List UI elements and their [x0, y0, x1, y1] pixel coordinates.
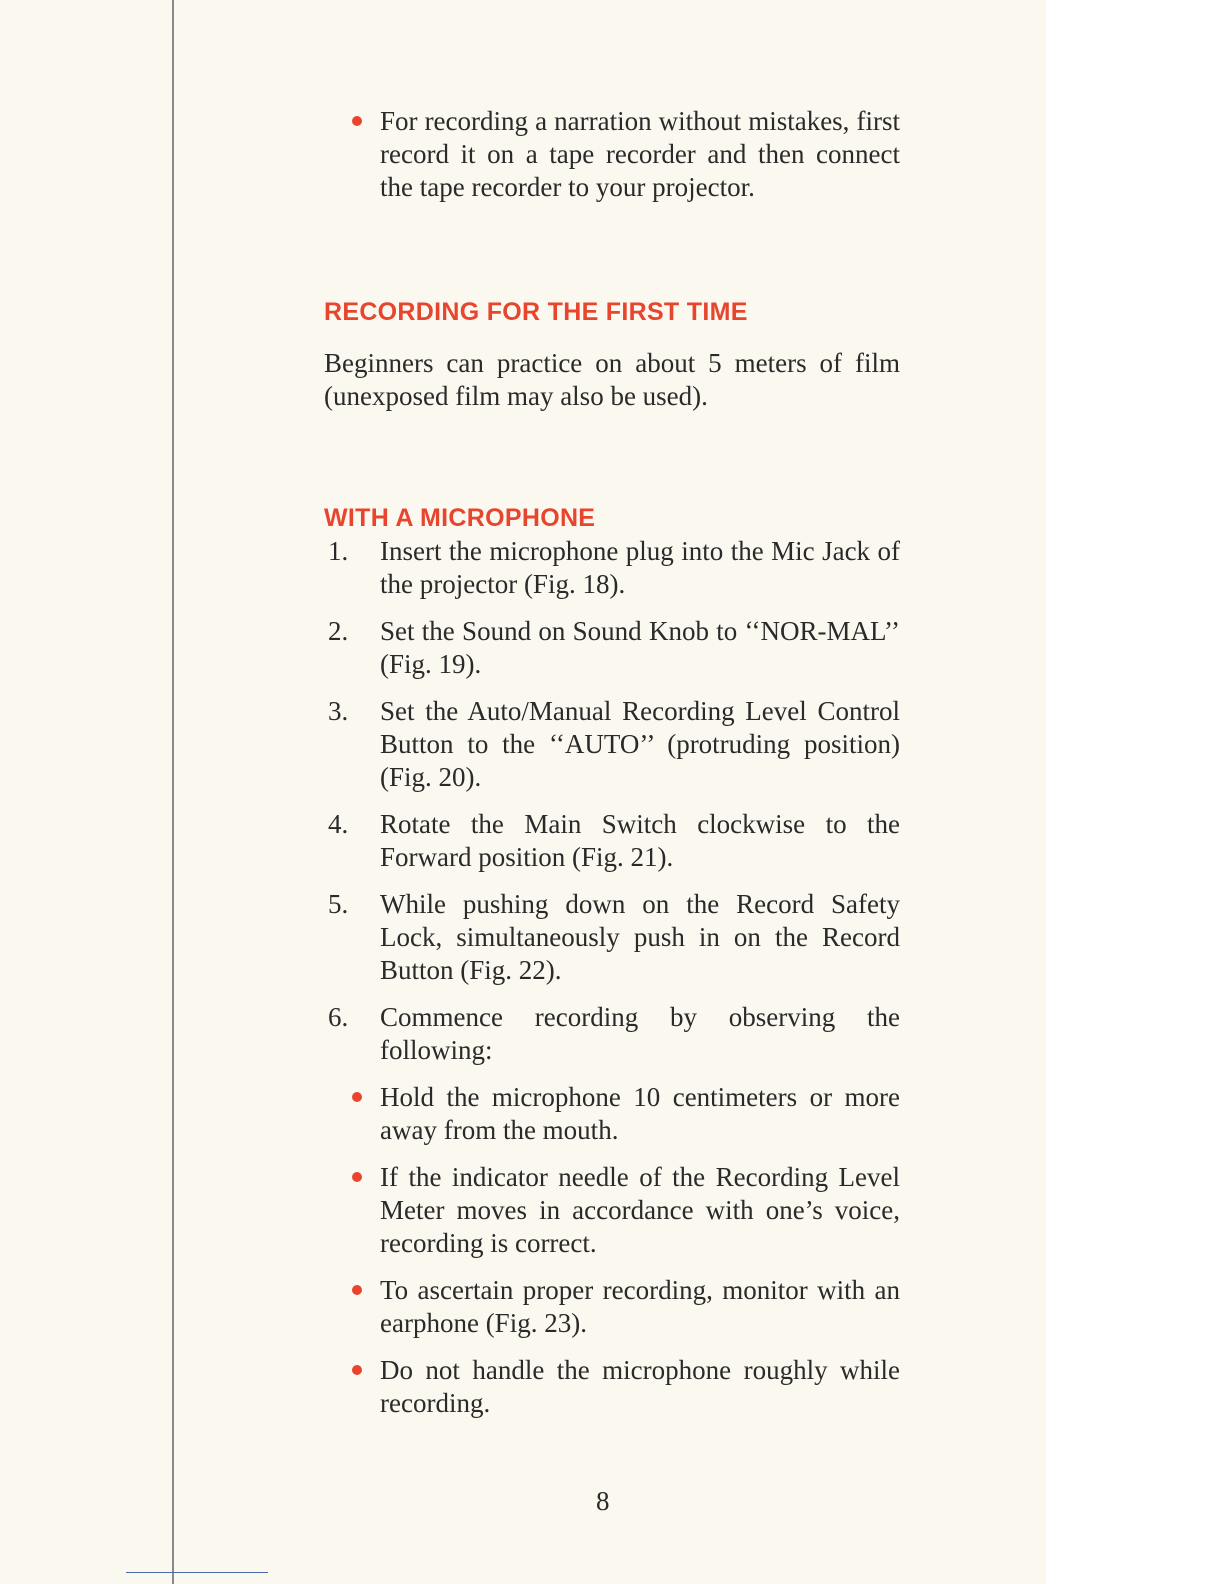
tip-text: Do not handle the microphone roughly while recording. — [380, 1355, 900, 1418]
tip-text: Hold the microphone 10 centimeters or more away from the mouth. — [380, 1082, 900, 1145]
list-item — [324, 808, 900, 874]
bullet-dot-icon — [352, 1365, 362, 1375]
step-text: Set the Sound on Sound Knob to ‘‘NOR-MAL’’ (Fig. 19). — [380, 616, 900, 679]
step-text: Set the Auto/Manual Recording Level Control Button to the ‘‘AUTO’’ (protruding position) (Fig. 20). — [380, 696, 900, 792]
bullet-dot-icon — [352, 1092, 362, 1102]
section-heading-microphone: WITH A MICROPHONE — [324, 504, 596, 532]
list-item — [324, 1274, 900, 1340]
list-item — [324, 695, 900, 794]
list-item — [324, 615, 900, 681]
section-body-first-time: Beginners can practice on about 5 meters of film (unexposed film may also be used). — [324, 348, 900, 411]
steps-list — [324, 535, 900, 1067]
list-item — [324, 535, 900, 601]
step-number: 4. — [328, 809, 349, 839]
step-text: Rotate the Main Switch clockwise to the Forward position (Fig. 21). — [380, 809, 900, 872]
tip-text: To ascertain proper recording, monitor with an earphone (Fig. 23). — [380, 1275, 900, 1338]
section-heading-first-time: RECORDING FOR THE FIRST TIME — [324, 298, 748, 326]
intro-bullet-text: For recording a narration without mistakes, first record it on a tape recorder and then connect the tape recorder to your projector. — [380, 106, 900, 202]
intro-bullet — [324, 105, 900, 204]
bullet-dot-icon — [352, 1172, 362, 1182]
list-item — [324, 1354, 900, 1420]
list-item — [324, 1001, 900, 1067]
tip-text: If the indicator needle of the Recording Level Meter moves in accordance with one’s voice, recording is correct. — [380, 1162, 900, 1258]
step-number: 5. — [328, 889, 349, 919]
page-number: 8 — [596, 1486, 610, 1516]
tips-list — [324, 1081, 900, 1420]
step-text: Commence recording by observing the following: — [380, 1002, 900, 1065]
step-text: While pushing down on the Record Safety Lock, simultaneously push in on the Record Button (Fig. 22). — [380, 889, 900, 985]
bullet-dot-icon — [352, 1285, 362, 1295]
step-number: 2. — [328, 616, 349, 646]
step-text: Insert the microphone plug into the Mic Jack of the projector (Fig. 18). — [380, 536, 900, 599]
list-item — [324, 1081, 900, 1147]
scan-underline — [126, 1572, 268, 1573]
list-item — [324, 1161, 900, 1260]
step-number: 3. — [328, 696, 349, 726]
step-number: 6. — [328, 1002, 349, 1032]
page-content — [324, 105, 900, 1434]
binding-edge — [172, 0, 174, 1584]
list-item — [324, 888, 900, 987]
bullet-dot-icon — [352, 116, 362, 126]
step-number: 1. — [328, 536, 349, 566]
